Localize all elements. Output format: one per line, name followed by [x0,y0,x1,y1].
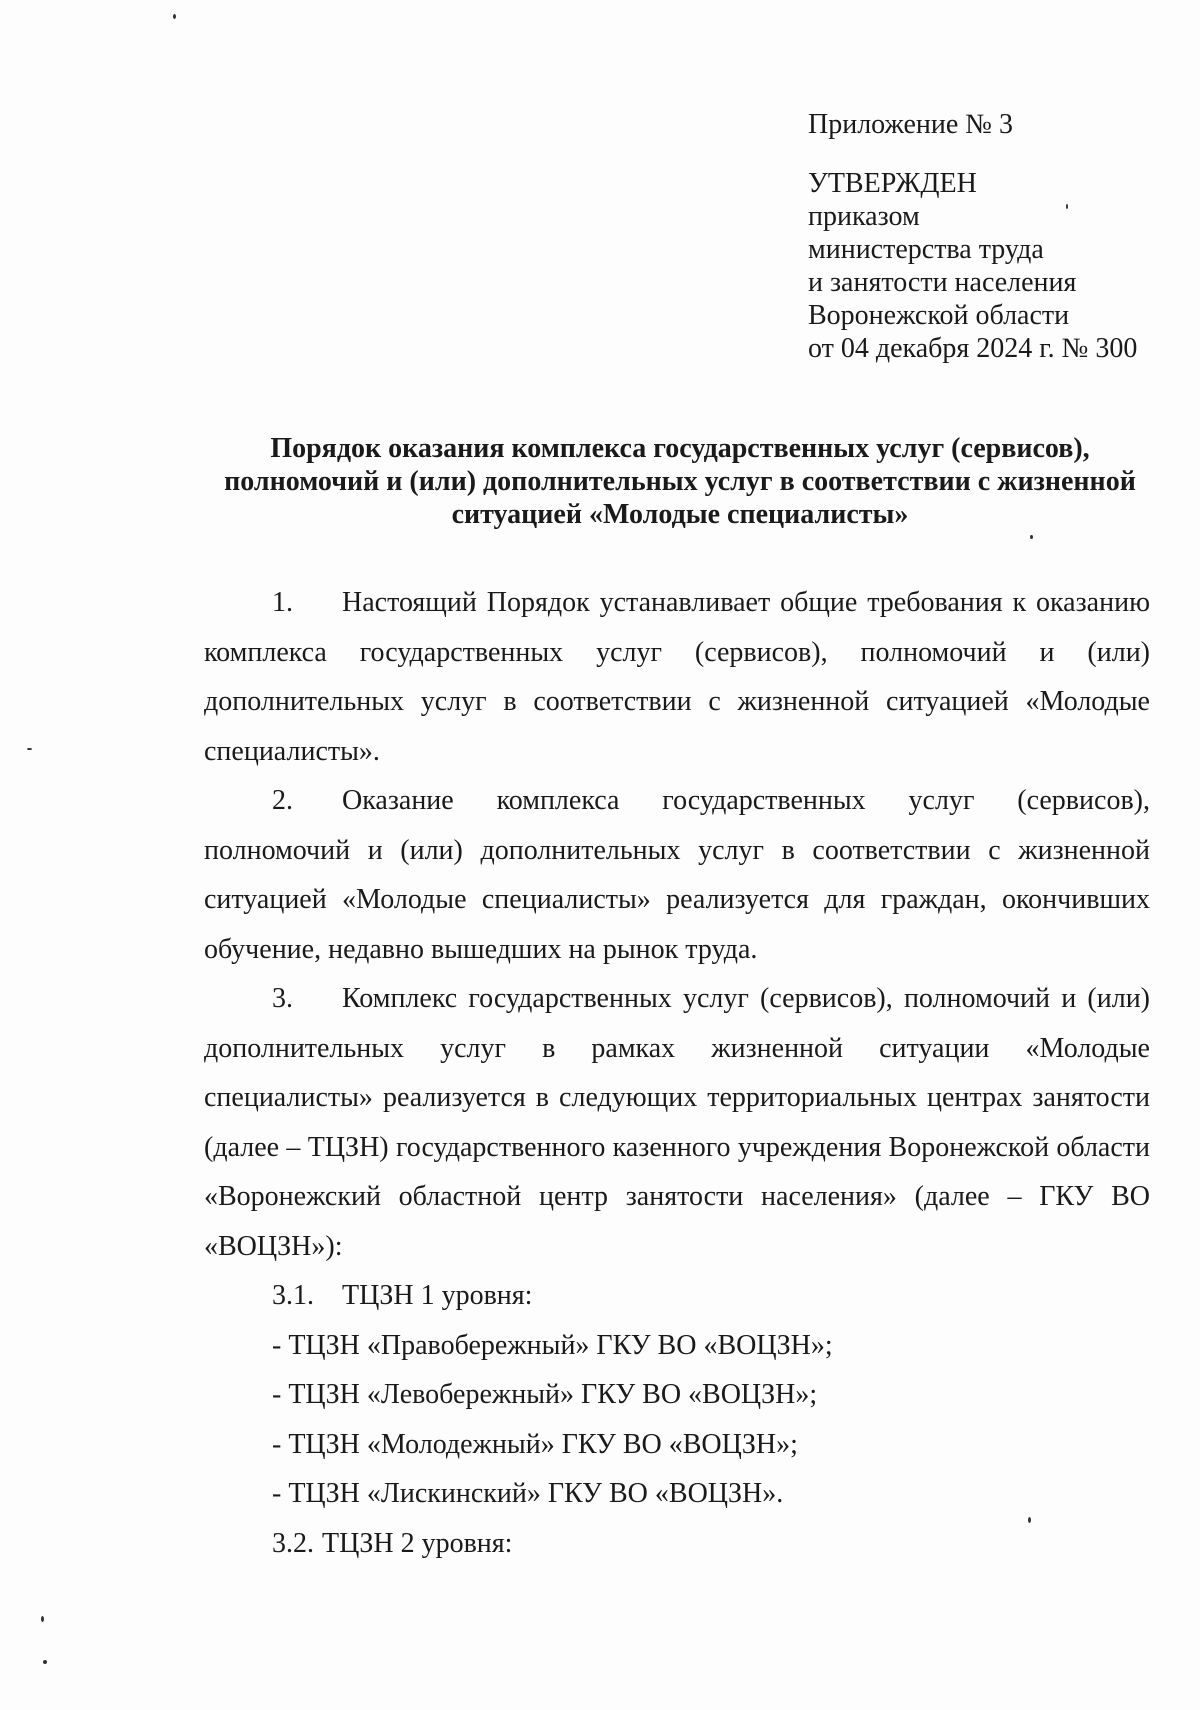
subsection-label: ТЦЗН 1 уровня: [342,1280,533,1311]
list-item: - ТЦЗН «Молодежный» ГКУ ВО «ВОЦЗН»; [272,1428,798,1460]
subsection-label: ТЦЗН 2 уровня: [322,1527,513,1559]
subsection-number: 3.1. [272,1280,314,1311]
approval-line: министерства труда [808,234,1044,265]
scan-speck [1066,204,1068,209]
paragraph-number: 3. [272,983,293,1014]
scan-speck [173,14,176,19]
title-line: ситуацией «Молодые специалисты» [451,499,909,530]
subsection-3-1-heading [204,1271,1150,1321]
approval-line: и занятости населения [808,267,1077,298]
paragraph-number: 1. [272,587,293,618]
title-line: Порядок оказания комплекса государственных услуг (сервисов), [270,433,1090,464]
scan-speck [41,1616,44,1622]
paragraph-text: Оказание комплекса государственных услуг (сервисов), полномочий и (или) дополнительных услуг в соответствии с жизненной ситуацией «Молодые специалисты» реализуется для граждан, окончивших обучение, недавно вышедших на рынок труда. [204,785,1150,965]
paragraph-1 [204,578,1150,776]
appendix-label: Приложение № 3 [808,109,1013,140]
scan-speck [1028,1517,1031,1523]
scan-speck [43,1660,47,1664]
approval-line: Воронежской области [808,300,1070,331]
document-title [200,432,1160,531]
approval-block [808,108,1137,365]
list-item: - ТЦЗН «Правобережный» ГКУ ВО «ВОЦЗН»; [272,1329,833,1361]
approval-line: от 04 декабря 2024 г. № 300 [808,333,1138,364]
title-line: полномочий и (или) дополнительных услуг в соответствии с жизненной [224,466,1136,497]
paragraph-number: 2. [272,785,293,816]
paragraph-3 [204,974,1150,1271]
paragraph-2 [204,776,1150,974]
subsection-3-2-heading [204,1519,1150,1569]
list-item: - ТЦЗН «Лискинский» ГКУ ВО «ВОЦЗН». [272,1478,784,1509]
document-body [204,578,1150,1568]
approval-line: УТВЕРЖДЕН [808,168,977,199]
paragraph-text: Настоящий Порядок устанавливает общие требования к оказанию комплекса государственных услуг (сервисов), полномочий и (или) дополнительных услуг в соответствии с жизненной ситуацией «Молодые специалисты». [204,587,1150,767]
paragraph-text: Комплекс государственных услуг (сервисов), полномочий и (или) дополнительных услуг в рамках жизненной ситуации «Молодые специалисты» реализуется в следующих территориальных центрах занятости (далее – ТЦЗН) государственного казенного учреждения Воронежской области «Воронежский областной центр занятости населения» (далее – ГКУ ВО «ВОЦЗН»): [204,983,1150,1262]
scan-speck [27,748,32,750]
subsection-number: 3.2. [272,1527,314,1559]
approval-line: приказом [808,201,920,232]
scan-speck [1030,535,1033,539]
list-item: - ТЦЗН «Левобережный» ГКУ ВО «ВОЦЗН»; [272,1379,818,1410]
